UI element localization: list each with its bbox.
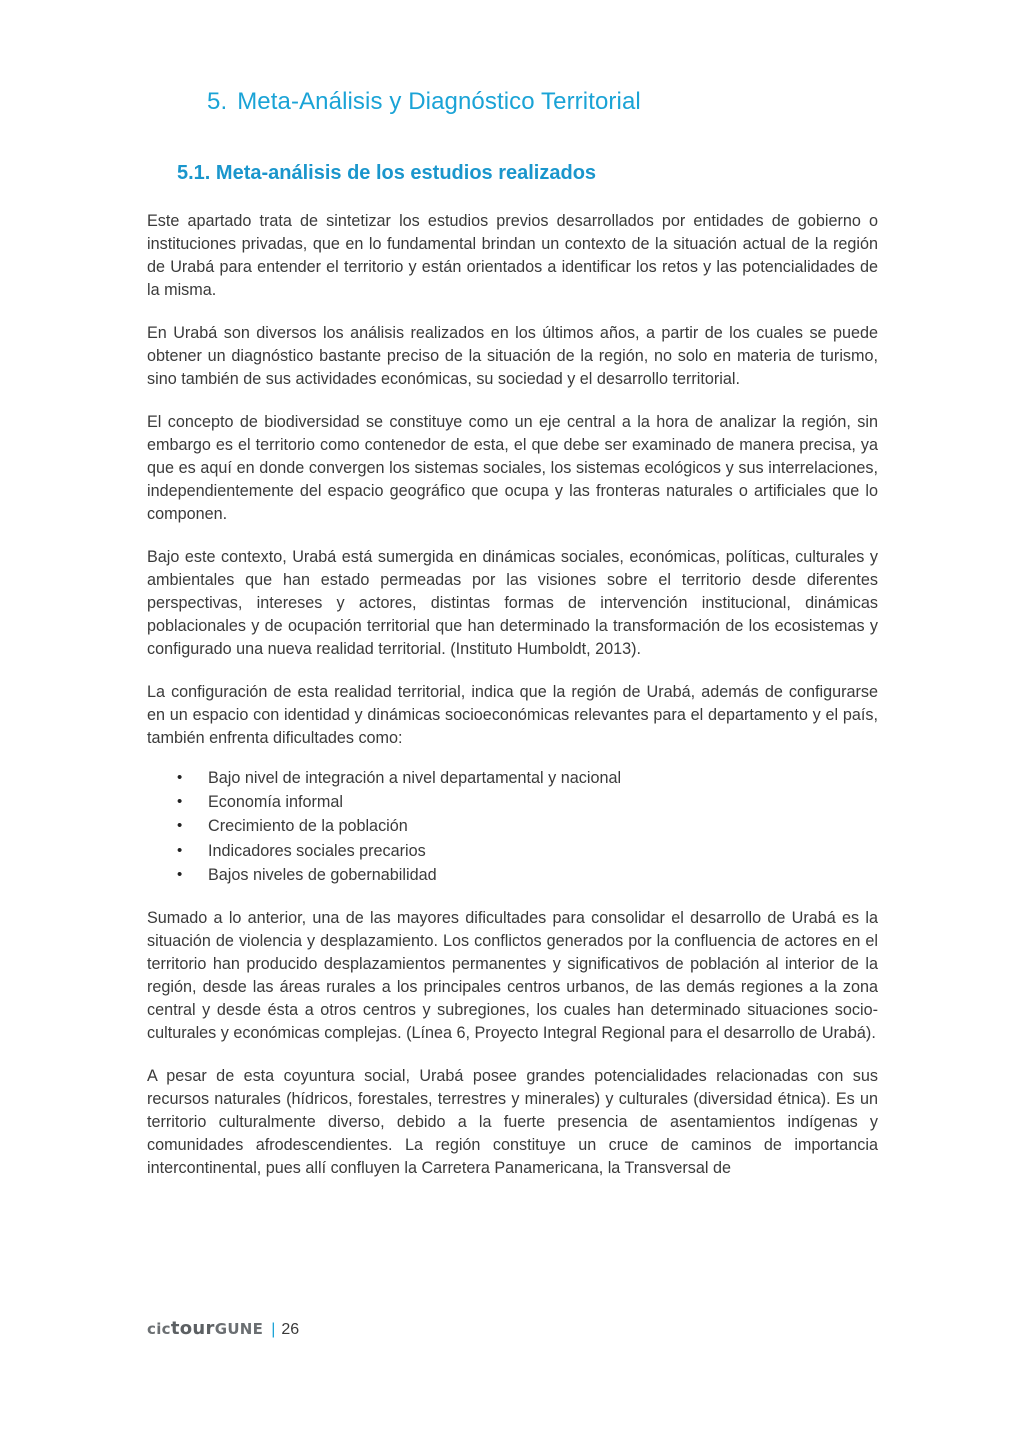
brand-logo-part: cic bbox=[147, 1320, 171, 1338]
page-number: 26 bbox=[281, 1321, 300, 1338]
list-item bbox=[147, 863, 878, 887]
paragraph-intro: Este apartado trata de sintetizar los estudios previos desarrollados por entidades de gobierno o instituciones privadas, que en lo fundamental brindan un contexto de la situación actual de la región de Urabá para entender el territorio y están orientados a identificar los retos y las potencialidades de la misma. bbox=[147, 212, 878, 299]
section-title: 5.1. Meta-análisis de los estudios realizados bbox=[177, 162, 597, 184]
paragraph-configuration: La configuración de esta realidad territorial, indica que la región de Urabá, además de configurarse en un espacio con identidad y dinámicas socioeconómicas relevantes para el departamento y el país, también enfrenta dificultades como: bbox=[147, 683, 878, 747]
bullet-icon: • bbox=[177, 769, 183, 786]
chapter-title-text: Meta-Análisis y Diagnóstico Territorial bbox=[237, 88, 641, 115]
brand-logo bbox=[147, 1320, 263, 1338]
list-item-text: Indicadores sociales precarios bbox=[208, 841, 426, 860]
list-item bbox=[147, 814, 878, 838]
chapter-number: 5. bbox=[207, 88, 228, 115]
list-item-text: Bajo nivel de integración a nivel departamental y nacional bbox=[208, 769, 622, 787]
list-item bbox=[147, 790, 878, 814]
list-item-text: Economía informal bbox=[208, 793, 343, 812]
brand-logo-part: GUNE bbox=[214, 1320, 264, 1338]
bullet-icon: • bbox=[177, 841, 183, 859]
bullet-icon: • bbox=[177, 793, 183, 811]
body-text bbox=[147, 210, 878, 1200]
paragraph-analyses: En Urabá son diversos los análisis realizados en los últimos años, a partir de los cuales se puede obtener un diagnóstico bastante preciso de la situación de la región, no solo en materia de turismo, sino también de sus actividades económicas, su sociedad y el desarrollo territorial. bbox=[147, 324, 878, 388]
bullet-icon: • bbox=[177, 817, 183, 835]
list-item bbox=[147, 766, 878, 790]
footer-separator: | bbox=[271, 1321, 276, 1338]
bullet-icon: • bbox=[177, 865, 183, 883]
paragraph-potential: A pesar de esta coyuntura social, Urabá posee grandes potencialidades relacionadas con sus recursos naturales (hídricos, forestales, terrestres y minerales) y culturales (diversidad étnica). Es un territorio culturalmente diverso, debido a la fuerte presencia de asentamientos indígenas y comunidades afrodescendientes. La región constituye un cruce de caminos de importancia intercontinental, pues allí confluyen la Carretera Panamericana, la Transversal de bbox=[147, 1067, 878, 1178]
chapter-title bbox=[207, 88, 641, 116]
page-footer bbox=[147, 1318, 299, 1339]
difficulties-list bbox=[147, 766, 878, 887]
paragraph-violence: Sumado a lo anterior, una de las mayores dificultades para consolidar el desarrollo de Urabá es la situación de violencia y desplazamiento. Los conflictos generados por la confluencia de actores en el territorio han producido desplazamientos permanentes y significativos de población al interior de la región, desde las áreas rurales a los principales centros urbanos, de las demás regiones a la zona central y desde ésta a otros centros y subregiones, los cuales han determinado situaciones socio-culturales y económicas complejas. (Línea 6, Proyecto Integral Regional para el desarrollo de Urabá). bbox=[147, 909, 878, 1043]
list-item-text: Crecimiento de la población bbox=[208, 817, 408, 836]
list-item bbox=[147, 839, 878, 863]
paragraph-context: Bajo este contexto, Urabá está sumergida en dinámicas sociales, económicas, políticas, culturales y ambientales que han estado permeadas por las visiones sobre el territorio desde diferentes perspectivas, intereses y actores, distintas formas de intervención institucional, dinámicas poblacionales y de ocupación territorial que han determinado la transformación de los ecosistemas y configurado una nueva realidad territorial. (Instituto Humboldt, 2013). bbox=[147, 548, 878, 658]
brand-logo-part: tour bbox=[170, 1318, 215, 1339]
list-item-text: Bajos niveles de gobernabilidad bbox=[208, 865, 437, 884]
paragraph-biodiversity: El concepto de biodiversidad se constituye como un eje central a la hora de analizar la región, sin embargo es el territorio como contenedor de esta, el que debe ser examinado de manera precisa, ya que es aquí en donde convergen los sistemas sociales, los sistemas ecológicos y sus interrelaciones, independientemente del espacio geográfico que ocupa y las fronteras naturales o artificiales que lo componen. bbox=[147, 413, 878, 523]
